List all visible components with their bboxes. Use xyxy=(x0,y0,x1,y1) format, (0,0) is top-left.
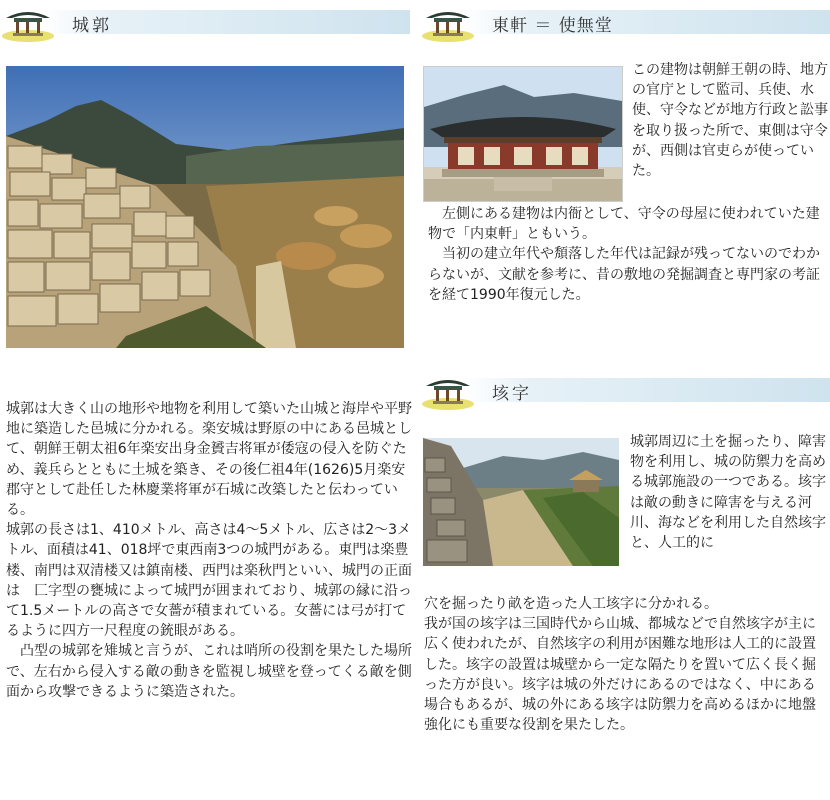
dongheon-paragraph: 左側にある建物は内衙として、守令の母屋に使われていた建物で「内東軒」ともいう。 xyxy=(428,206,820,243)
moat-paragraph: 我が国の垓字は三国時代から山城、都城などで自然垓字が主に広く使われたが、自然垓字の利用が困難な地形は人工的に設置した。垓字の設置は城壁から一定な隔たりを置いて広く長く掘った方が良い。垓字は城の外だけにあるのではなく、中にある場合もあるが、城の外にある垓字は防禦力を高めるほかに地盤強化にも重要な役割を果たした。 xyxy=(424,616,816,734)
fortress-wall-photo xyxy=(6,66,404,348)
fortress-paragraph: 城郭は大きく山の地形や地物を利用して築いた山城と海岸や平野地に築造した邑城に分かれる。楽安城は野原の中にある邑城として、朝鮮王朝太祖6年楽安出身金贇吉将軍が倭寇の侵入を防ぐため、義兵らとともに土城を築き、その後仁祖4年(1626)5月楽安郡守として赴任した林慶業将軍が石城に改築したと伝わっている。 xyxy=(6,401,412,519)
moat-paragraph-part: 城郭周辺に土を掘ったり、障害物を利用し、城の防禦力を高める城郭施設の一つである。垓字は敵の動きに障害を与える河川、海などを利用した自然垓字と、人工的に xyxy=(630,434,826,552)
section-header-fortress xyxy=(0,4,410,38)
moat-photo xyxy=(423,438,619,566)
dongheon-text-bottom xyxy=(428,204,828,305)
moat-text-bottom xyxy=(424,594,828,735)
section-title: 東軒 ＝ 使無堂 xyxy=(492,16,613,36)
fortress-paragraph: 城郭の長さは1、410メトル、高さは4～5メトル、広さは2～3メトル、面積は41、018坪で東西南3つの城門がある。東門は楽豊楼、南門は双清楼又は鎮南楼、西門は楽秋門といい、城門の正面は 匚字型の甕城によって城門が囲まれており、城郭の縁に沿って1.5メートルの高さで女薔が積まれている。女薔には弓が打てるように四方一尺程度の銃眼がある。 xyxy=(6,522,412,640)
section-header-moat xyxy=(420,372,830,406)
pavilion-icon xyxy=(0,4,60,42)
moat-text-top xyxy=(630,432,828,553)
moat-paragraph-part: 穴を掘ったり畝を造った人工垓字に分かれる。 xyxy=(424,596,718,612)
pavilion-icon xyxy=(420,4,480,42)
pavilion-icon xyxy=(420,372,480,410)
dongheon-text-top xyxy=(632,60,828,181)
fortress-paragraph: 凸型の城郭を雉城と言うが、これは哨所の役割を果たした場所で、左右から侵入する敵の動きを監視し城壁を登ってくる敵を側面から攻撃できるように築造された。 xyxy=(6,643,412,700)
dongheon-paragraph: 当初の建立年代や頽落した年代は記録が残ってないのでわからないが、文献を参考に、昔の敷地の発掘調査と専門家の考証を経て1990年復元した。 xyxy=(428,246,820,303)
dongheon-hall-photo xyxy=(423,66,623,202)
section-header-dongheon xyxy=(420,4,830,38)
fortress-text xyxy=(6,399,412,702)
section-title: 垓字 xyxy=(492,384,532,404)
dongheon-paragraph: この建物は朝鮮王朝の時、地方の官庁として監司、兵使、水使、守令などが地方行政と訟事を取り扱った所で、東側は守令が、西側は官吏らが使っていた。 xyxy=(632,62,828,180)
section-title: 城郭 xyxy=(72,16,112,36)
